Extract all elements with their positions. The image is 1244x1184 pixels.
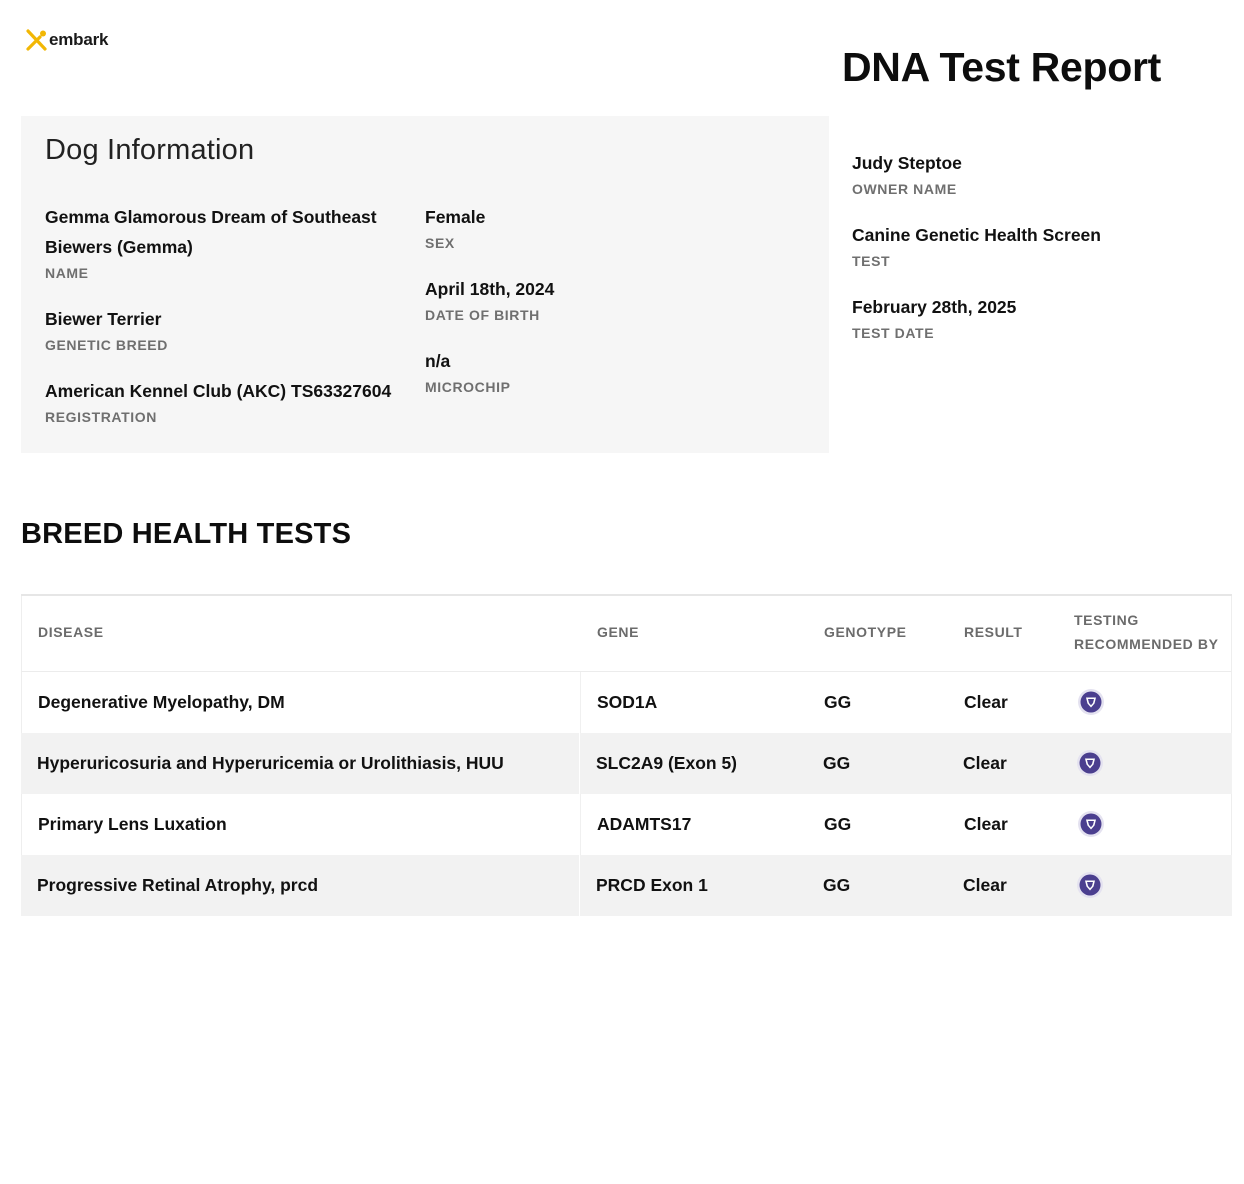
test-date-label: TEST DATE [852,325,935,341]
shield-badge-icon [1076,749,1104,777]
logo-text: embark [49,30,109,49]
report-title: DNA Test Report [842,44,1161,90]
test-label: TEST [852,253,891,269]
disease-cell: Hyperuricosuria and Hyperuricemia or Urolithiasis, HUU [37,753,504,773]
column-separator [580,794,581,855]
breed-health-tests-title: BREED HEALTH TESTS [21,518,352,550]
field-microchip [425,346,511,398]
embark-logo-icon [26,28,48,52]
table-row-1 [21,672,1232,733]
disease-cell: Progressive Retinal Atrophy, prcd [37,875,319,895]
disease-cell: Primary Lens Luxation [38,814,227,834]
gene-cell: SLC2A9 (Exon 5) [596,753,737,773]
registration-label: REGISTRATION [45,409,157,425]
table-row-3 [21,794,1232,855]
dog-information-panel [21,116,829,453]
field-owner-name [852,148,962,200]
column-separator [580,672,581,733]
shield-badge-icon [1077,810,1105,838]
header-gene: GENE [597,624,640,640]
table-body [21,672,1232,916]
panel-title: Dog Information [45,134,255,166]
field-sex [425,202,485,254]
column-separator [579,855,580,916]
embark-logo [26,28,108,52]
test-value: Canine Genetic Health Screen [852,225,1101,245]
registration-value: American Kennel Club (AKC) TS63327604 [45,381,392,401]
dog-name-line2: Biewers (Gemma) [45,237,193,257]
result-cell: Clear [963,875,1007,895]
date-of-birth-value: April 18th, 2024 [425,279,555,299]
owner-name-label: OWNER NAME [852,181,957,197]
header-disease: DISEASE [38,624,104,640]
result-cell: Clear [963,753,1007,773]
field-test-date [852,292,1016,344]
sex-label: SEX [425,235,455,251]
test-date-value: February 28th, 2025 [852,297,1017,317]
genetic-breed-label: GENETIC BREED [45,337,168,353]
field-genetic-breed [45,304,168,356]
field-registration [45,376,391,428]
genotype-cell: GG [824,814,852,834]
gene-cell: SOD1A [597,692,658,712]
genotype-cell: GG [823,753,851,773]
genetic-breed-value: Biewer Terrier [45,309,162,329]
table-header [21,596,1232,672]
disease-cell: Degenerative Myelopathy, DM [38,692,285,712]
result-cell: Clear [964,814,1008,834]
genotype-cell: GG [823,875,851,895]
column-separator [579,733,580,794]
owner-name-value: Judy Steptoe [852,153,962,173]
field-test [852,220,1101,272]
header-recommended-line1: TESTING [1074,612,1139,628]
header-result: RESULT [964,624,1023,640]
header-recommended-by [1074,608,1219,656]
gene-cell: ADAMTS17 [597,814,692,834]
table-row-2 [21,733,1232,794]
field-name [45,202,377,284]
dog-name-label: NAME [45,265,89,281]
genotype-cell: GG [824,692,852,712]
shield-badge-icon [1077,688,1105,716]
result-cell: Clear [964,692,1008,712]
gene-cell: PRCD Exon 1 [596,875,708,895]
shield-badge-icon [1076,871,1104,899]
dog-name-line1: Gemma Glamorous Dream of Southeast [45,207,377,227]
breed-health-table [21,594,1232,916]
header-genotype: GENOTYPE [824,624,907,640]
date-of-birth-label: DATE OF BIRTH [425,307,540,323]
sex-value: Female [425,207,486,227]
microchip-label: MICROCHIP [425,379,511,395]
microchip-value: n/a [425,351,451,371]
table-row-4 [21,855,1232,916]
field-date-of-birth [425,274,554,326]
header-recommended-line2: RECOMMENDED BY [1074,636,1219,652]
